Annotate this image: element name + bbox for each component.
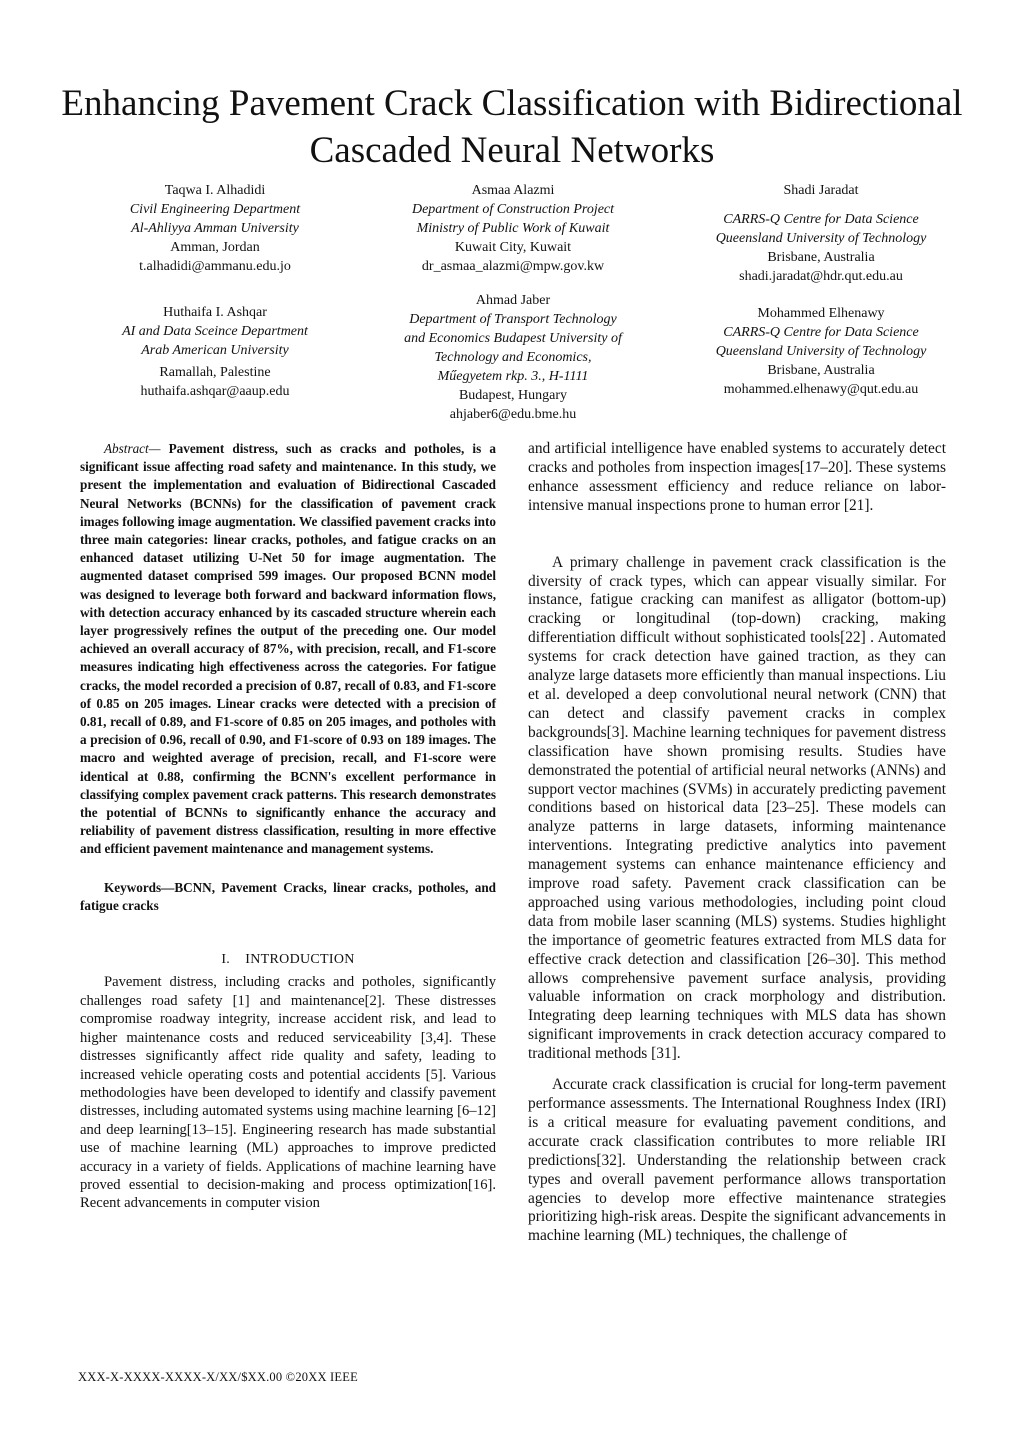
section-number: I. (221, 952, 231, 968)
body-paragraph: Accurate crack classification is crucial for long-term pavement performance assessments. The International Roughness Index (IRI) is a critical measure for evaluating pavement conditions, and accurate crack classification contributes to more reliable IRI predictions[32]. Understanding the relationship between crack types and overall pavement performance allows transportation agencies to develop more effective maintenance strategies prioritizing high-risk areas. Despite the significant advancements in machine learning (ML) techniques, the challenge of (528, 1076, 946, 1245)
section-heading (80, 951, 496, 969)
author-dept: CARRS-Q Centre for Data Science (723, 325, 919, 340)
abstract (80, 440, 496, 859)
author-email: shadi.jaradat@hdr.qut.edu.au (739, 269, 903, 284)
author-name: Ahmad Jaber (475, 293, 551, 308)
keywords: Keywords—BCNN, Pavement Cracks, linear cracks, potholes, and fatigue cracks (80, 879, 496, 913)
author-email: ahjaber6@edu.bme.hu (449, 407, 577, 422)
author-name: Shadi Jaradat (783, 183, 859, 198)
author-block-3 (686, 181, 956, 286)
author-name: Taqwa I. Alhadidi (164, 183, 266, 198)
author-location: Brisbane, Australia (767, 250, 875, 265)
abstract-lead: Abstract— (104, 441, 161, 456)
author-email: t.alhadidi@ammanu.edu.jo (139, 259, 291, 274)
author-dept: Department of Construction Project (411, 202, 615, 217)
author-location: Kuwait City, Kuwait (454, 240, 572, 255)
author-org: Technology and Economics, (434, 350, 592, 365)
author-org: and Economics Budapest University of (404, 331, 622, 346)
section-title-first: I (245, 952, 251, 968)
author-org: Queensland University of Technology (715, 231, 927, 246)
copyright-footer: XXX-X-XXXX-XXXX-X/XX/$XX.00 ©20XX IEEE (78, 1370, 358, 1384)
author-address: Műegyetem rkp. 3., H-1111 (437, 369, 589, 384)
paper-title: Enhancing Pavement Crack Classification with Bidirectional Cascaded Neural Networks (61, 82, 963, 171)
author-org: Arab American University (141, 343, 289, 358)
author-dept: Department of Transport Technology (409, 312, 617, 327)
author-block-4 (80, 303, 350, 401)
author-org: Ministry of Public Work of Kuwait (416, 221, 610, 236)
author-org: Al-Ahliyya Amman University (131, 221, 299, 236)
intro-paragraph: Pavement distress, including cracks and potholes, significantly challenges road safety [1] and maintenance[2]. These distresses compromise roadway integrity, increase accident risk, and lead to higher maintenance costs and reduced serviceability [3,4]. These distresses significantly affect ride quality and safety, leading to increased vehicle operating costs and potential accidents [5]. Various methodologies have been developed to identify and classify pavement distresses, including automated systems using machine learning [6–12] and deep learning[13–15]. Engineering research has made substantial use of machine learning (ML) approaches to improve predicted accuracy in a variety of fields. Applications of machine learning have proved essential to decision-making and process optimization[16]. Recent advancements in computer vision (80, 974, 496, 1212)
author-org: Queensland University of Technology (715, 344, 927, 359)
author-name: Asmaa Alazmi (471, 183, 555, 198)
author-location: Budapest, Hungary (458, 388, 568, 403)
author-location: Amman, Jordan (170, 240, 260, 255)
author-email: dr_asmaa_alazmi@mpw.gov.kw (421, 259, 605, 274)
section-title-rest: NTRODUCTION (250, 952, 355, 968)
author-dept: AI and Data Sceince Department (122, 324, 308, 339)
author-location: Brisbane, Australia (767, 363, 875, 378)
author-name: Huthaifa I. Ashqar (163, 305, 267, 320)
body-paragraph: and artificial intelligence have enabled systems to accurately detect cracks and potholes from inspection images[17–20]. These systems enhance assessment efficiency and reduce reliance on labor-intensive manual inspections prone to human error [21]. (528, 440, 946, 514)
author-email: mohammed.elhenawy@qut.edu.au (723, 382, 919, 397)
author-block-1 (80, 181, 350, 276)
author-email: huthaifa.ashqar@aaup.edu (140, 384, 290, 399)
author-block-2 (378, 181, 648, 276)
author-location: Ramallah, Palestine (159, 365, 271, 380)
abstract-text: Pavement distress, such as cracks and potholes, is a significant issue affecting road safety and maintenance. In this study, we present the implementation and evaluation of Bidirectional Cascaded Neural Networks (BCNNs) for the classification of pavement crack images following image augmentation. We classified pavement cracks into three main categories: linear cracks, potholes, and fatigue cracks on an enhanced dataset utilizing U-Net 50 for image augmentation. The augmented dataset comprised 599 images. Our proposed BCNN model was designed to leverage both forward and backward information flows, with detection accuracy enhanced by its cascaded structure wherein each layer progressively refines the output of the preceding one. Our model achieved an overall accuracy of 87%, with precision, recall, and F1-score measures indicating high effectiveness across the categories. For fatigue cracks, the model recorded a precision of 0.87, recall of 0.83, and F1-score of 0.85 on 205 images. Linear cracks were detected with a precision of 0.81, recall of 0.89, and F1-score of 0.85 on 205 images, and potholes with a precision of 0.96, recall of 0.90, and F1-score of 0.93 on 189 images. The macro and weighted average of precision, recall, and F1-score were identical at 0.88, confirming the BCNN's excellent performance in classifying complex pavement crack patterns. This research demonstrates the potential of BCNNs to significantly enhance the accuracy and reliability of pavement distress classification, resulting in more effective and efficient pavement maintenance and management systems. (80, 441, 496, 857)
right-column (528, 440, 946, 1246)
body-paragraph: A primary challenge in pavement crack classification is the diversity of crack types, which can appear visually similar. For instance, fatigue cracking can manifest as alligator (bottom-up) cracking or longitudinal (top-down) cracking, making differentiation difficult without sophisticated tools[22] . Automated systems for crack detection have gained traction, as they can analyze large datasets more efficiently than manual inspections. Liu et al. developed a deep convolutional neural network (CNN) that can detect and classify pavement cracks in complex backgrounds[3]. Machine learning techniques for pavement distress classification have shown promising results. Studies have demonstrated the potential of artificial neural networks (ANNs) and support vector machines (SVMs) in accurately predicting pavement conditions based on historical data [23–25]. These models can analyze patterns in large datasets, informing maintenance interventions. Integrating predictive analytics into pavement management systems can enhance maintenance efficiency and improve road safety. Pavement crack classification can be approached using various methodologies, including point cloud data from mobile laser scanning (MLS) systems. Studies highlight the importance of geometric features extracted from MLS data for effective crack detection and classification [26–30]. This method allows comprehensive pavement surface analysis, providing valuable information on crack morphology and distribution. Integrating deep learning techniques with MLS data has shown significant improvements in crack detection accuracy compared to traditional methods [31]. (528, 553, 946, 1063)
author-dept: CARRS-Q Centre for Data Science (723, 212, 919, 227)
author-dept: Civil Engineering Department (129, 202, 301, 217)
author-block-6 (686, 304, 956, 399)
left-column (80, 440, 496, 1213)
author-name: Mohammed Elhenawy (757, 306, 885, 321)
author-block-5 (378, 291, 648, 424)
